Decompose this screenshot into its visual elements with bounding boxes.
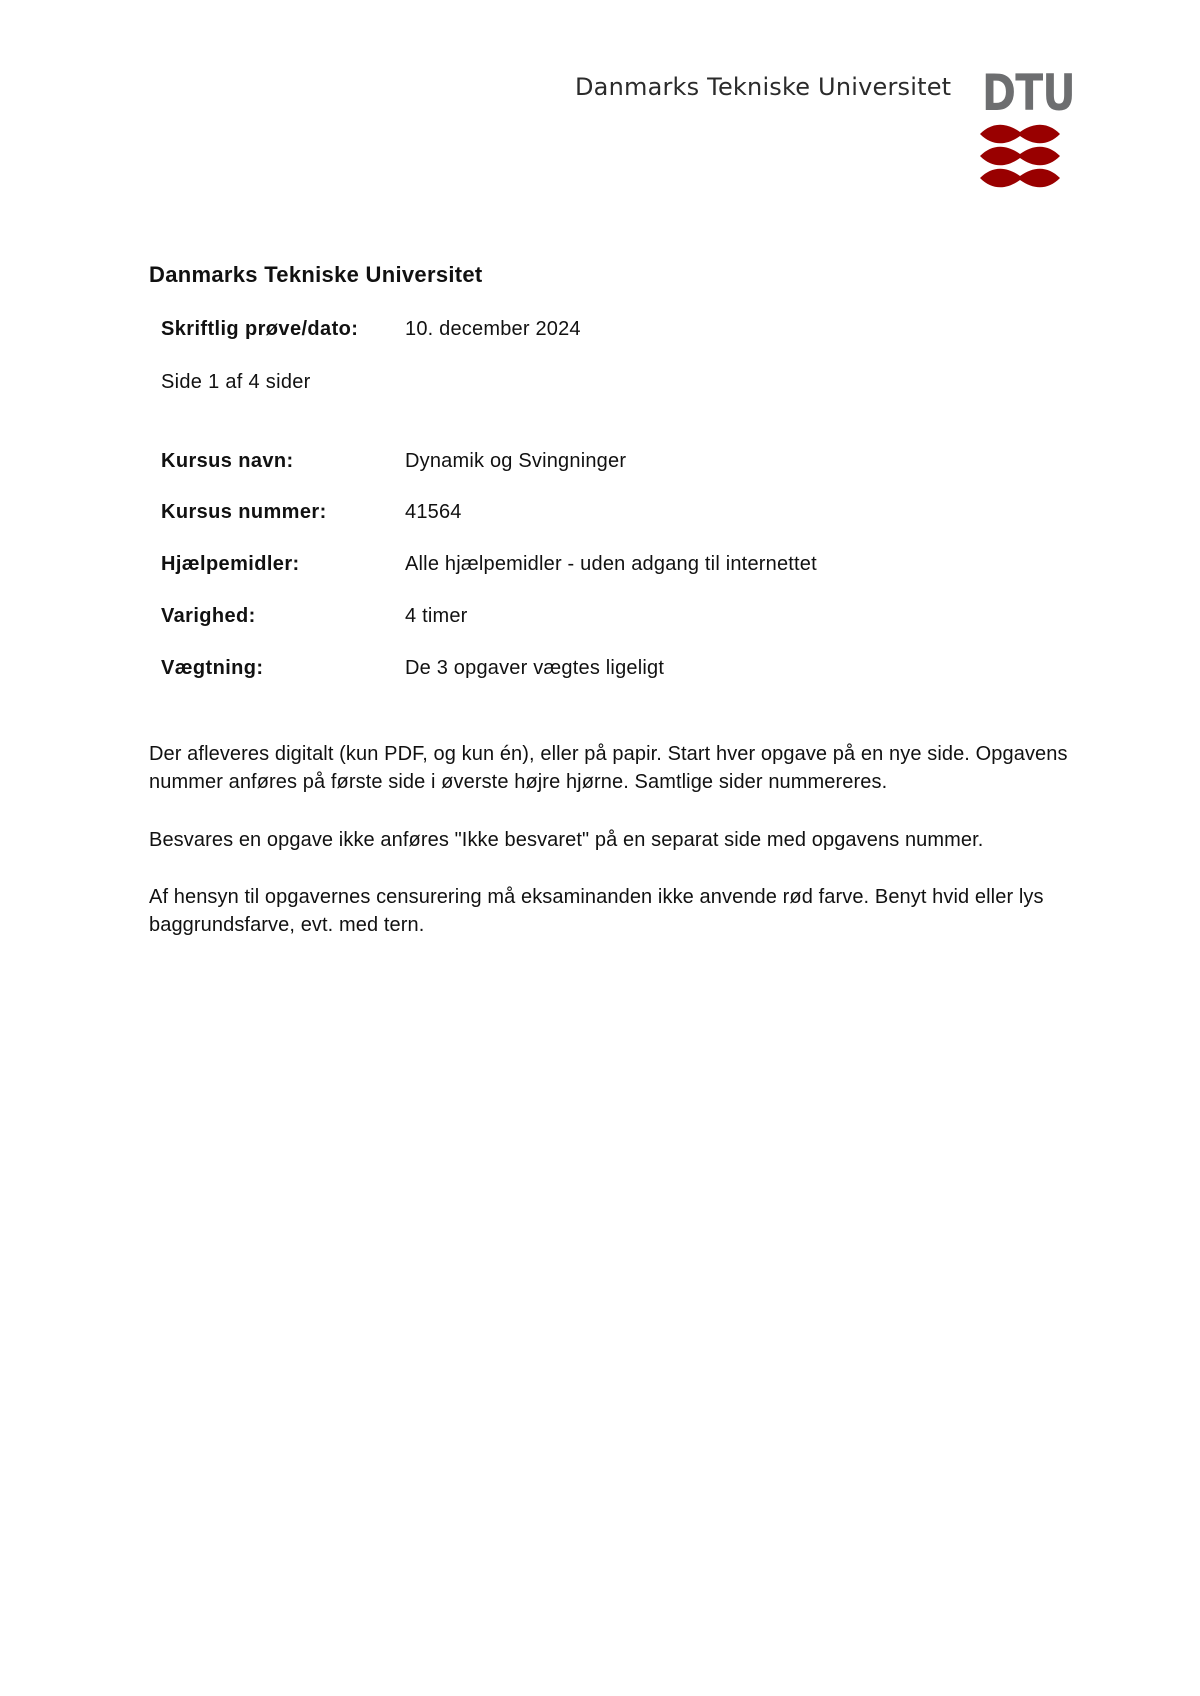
instruction-paragraph: Der afleveres digitalt (kun PDF, og kun én), eller på papir. Start hver opgave på en nye side. Opgavens nummer anføres på første side i øverste højre hjørne. Samtlige sider nummereres. bbox=[149, 743, 1068, 793]
dtu-logo bbox=[978, 64, 1075, 190]
instruction-paragraph: Af hensyn til opgavernes censurering må eksaminanden ikke anvende rød farve. Benyt hvid eller lys baggrundsfarve, evt. med tern. bbox=[149, 886, 1044, 936]
field-value: 41564 bbox=[405, 501, 462, 523]
field-value: De 3 opgaver vægtes ligeligt bbox=[405, 657, 665, 679]
field-value: Dynamik og Svingninger bbox=[405, 450, 627, 472]
logo-text: DTU bbox=[982, 64, 1075, 122]
page-info: Side 1 af 4 sider bbox=[161, 371, 311, 393]
field-label: Kursus nummer: bbox=[161, 501, 327, 523]
field-value: Alle hjælpemidler - uden adgang til internettet bbox=[405, 553, 817, 575]
instruction-paragraph: Besvares en opgave ikke anføres "Ikke besvaret" på en separat side med opgavens nummer. bbox=[149, 829, 984, 851]
document-title: Danmarks Tekniske Universitet bbox=[149, 262, 483, 287]
field-label: Hjælpemidler: bbox=[161, 553, 300, 575]
header-institution-name: Danmarks Tekniske Universitet bbox=[575, 73, 952, 101]
field-value: 4 timer bbox=[405, 605, 468, 627]
dtu-logo-icon bbox=[978, 124, 1062, 190]
exam-date-label: Skriftlig prøve/dato: bbox=[161, 318, 359, 340]
field-label: Kursus navn: bbox=[161, 450, 294, 472]
exam-date-value: 10. december 2024 bbox=[405, 318, 581, 340]
field-label: Varighed: bbox=[161, 605, 256, 627]
field-label: Vægtning: bbox=[161, 657, 264, 679]
